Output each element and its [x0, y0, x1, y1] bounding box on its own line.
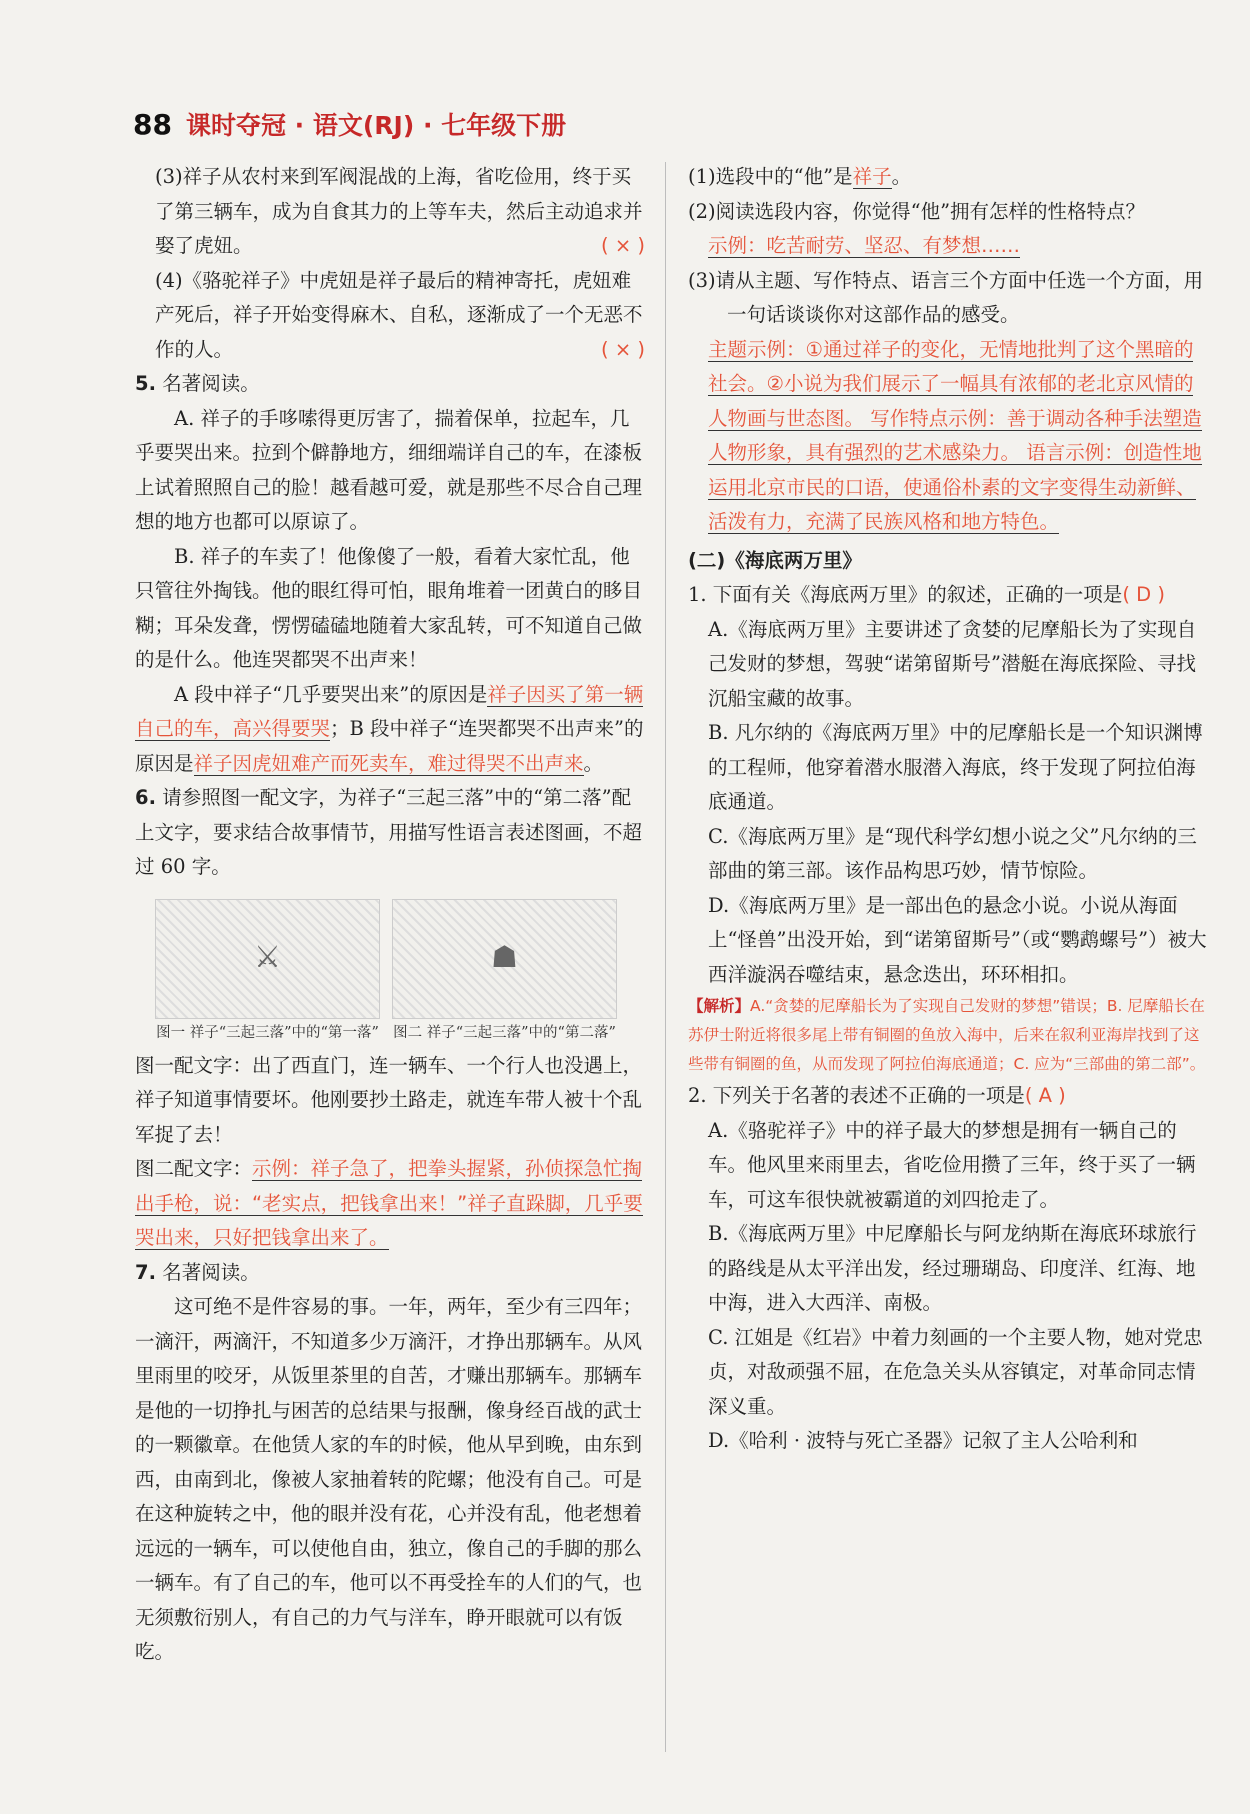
r1-option-c: C.《海底两万里》是“现代科学幻想小说之父”凡尔纳的三部曲的第三部。该作品构思巧妙，情节惊险。	[708, 824, 1197, 882]
figure-2	[392, 899, 617, 1043]
sub-q1-answer: 祥子	[852, 165, 892, 188]
r2-answer: ( A )	[1024, 1084, 1066, 1107]
q5-answer-a: 祥子因买了第一辆自己的车，高兴得要哭	[135, 682, 644, 740]
column-divider	[665, 162, 666, 1752]
right-column	[688, 160, 1208, 1459]
r1-option-d: D.《海底两万里》是一部出色的悬念小说。小说从海面上“怪兽”出没开始，到“诺第留斯号”（或“鹦鹉螺号”）被大西洋漩涡吞噬结束，悬念迭出，环环相扣。	[708, 893, 1207, 986]
figure-1	[155, 899, 380, 1043]
fig1-text: 图一配文字：出了西直门，连一辆车、一个行人也没遇上，祥子知道事情要坏。他刚要抄土路走，就连车带人被十个乱军捉了去！	[135, 1053, 643, 1146]
r1-option-a: A.《海底两万里》主要讲述了贪婪的尼摩船长为了实现自己发财的梦想，驾驶“诺第留斯号”潜艇在海底探险、寻找沉船宝藏的故事。	[708, 617, 1197, 710]
r1-answer: ( D )	[1122, 583, 1165, 606]
q6-title: 6. 请参照图一配文字，为祥子“三起三落”中的“第二落”配上文字，要求结合故事情节，用描写性语言表述图画，不超过 60 字。	[135, 786, 643, 878]
r2-option-b: B.《海底两万里》中尼摩船长与阿龙纳斯在海底环球旅行的路线是从太平洋出发，经过珊瑚岛、印度洋、红海、地中海，进入大西洋、南极。	[708, 1222, 1197, 1314]
sub-q3-answer: 主题示例：①通过祥子的变化，无情地批判了这个黑暗的社会。②小说为我们展示了一幅具有浓郁的老北京风情的人物画与世态图。 写作特点示例：善于调动各种手法塑造人物形象，具有强烈的艺术感染力。 语言示例：创造性地运用北京市民的口语，使通俗朴素的文字变得生动新鲜、活泼有力，充满了民族风格和地方特色。	[708, 337, 1202, 533]
q5-answer: A 段中祥子“几乎要哭出来”的原因是祥子因买了第一辆自己的车，高兴得要哭；B 段中祥子“连哭都哭不出声来”的原因是祥子因虎妞难产而死卖车，难过得哭不出声来。	[135, 682, 644, 775]
section-2-title: (二)《海底两万里》	[688, 548, 862, 572]
sub-q2: (2)阅读选段内容，你觉得“他”拥有怎样的性格特点？	[688, 199, 1146, 223]
r1-option-b: B. 凡尔纳的《海底两万里》中的尼摩船长是一个知识渊博的工程师，他穿着潜水服潜入海底，终于发现了阿拉伯海底通道。	[708, 721, 1203, 813]
mark-3: ( × )	[601, 234, 645, 257]
detective-illustration: ☗	[392, 899, 617, 1019]
q5-answer-b: 祥子因虎妞难产而死卖车，难过得哭不出声来	[193, 751, 584, 775]
figure-2-caption: 图二 祥子“三起三落”中的“第二落”	[393, 1024, 616, 1041]
r1-analysis: 【解析】A.“贪婪的尼摩船长为了实现自己发财的梦想”错误；B. 尼摩船长在苏伊士附近将很多尾上带有铜圈的鱼放入海中，后来在叙利亚海岸找到了这些带有铜圈的鱼，从而发现了阿拉伯海底通道；C. 应为“三部曲的第二部”。	[688, 997, 1206, 1073]
rickshaw-soldiers-illustration: ⚔	[155, 899, 380, 1019]
r1-question: 1. 下面有关《海底两万里》的叙述，正确的一项是( D )	[688, 583, 1165, 606]
r2-option-c: C. 江姐是《红岩》中着力刻画的一个主要人物，她对党忠贞，对敌顽强不屈，在危急关头从容镇定，对革命同志情深义重。	[708, 1325, 1203, 1418]
sub-q3: (3)请从主题、写作特点、语言三个方面中任选一个方面，用一句话谈谈你对这部作品的感受。	[688, 268, 1204, 326]
q5-passage-a: A. 祥子的手哆嗦得更厉害了，揣着保单，拉起车，几乎要哭出来。拉到个僻静地方，细细端详自己的车，在漆板上试着照照自己的脸！越看越可爱，就是那些不尽合自己理想的地方也都可以原谅了。	[135, 406, 643, 533]
page-number: 88	[133, 108, 172, 141]
fig2-text: 图二配文字：示例：祥子急了，把拳头握紧，孙侦探急忙掏出手枪，说：“老实点，把钱拿出来！”祥子直跺脚，几乎要哭出来，只好把钱拿出来了。	[135, 1157, 643, 1249]
q7-title: 7. 名著阅读。	[135, 1260, 260, 1284]
r2-option-d: D.《哈利 · 波特与死亡圣器》记叙了主人公哈利和	[708, 1429, 1138, 1452]
item-4: (4)《骆驼祥子》中虎妞是祥子最后的精神寄托，虎妞难产死后，祥子开始变得麻木、自私，逐渐成了一个无恶不作的人。 ( × )	[135, 264, 645, 368]
q7-passage: 这可绝不是件容易的事。一年，两年，至少有三四年；一滴汗，两滴汗，不知道多少万滴汗，才挣出那辆车。从风里雨里的咬牙，从饭里茶里的自苦，才赚出那辆车。那辆车是他的一切挣扎与困苦的总结果与报酬，像身经百战的武士的一颗徽章。在他赁人家的车的时候，他从早到晚，由东到西，由南到北，像被人家抽着转的陀螺；他没有自己。可是在这种旋转之中，他的眼并没有花，心并没有乱，他老想着远远的一辆车，可以使他自由，独立，像自己的手脚的那么一辆车。有了自己的车，他可以不再受拴车的人们的气，也无须敷衍别人，有自己的力气与洋车，睁开眼就可以有饭吃。	[135, 1295, 643, 1663]
q6-figures	[155, 899, 645, 1043]
q5-title: 5. 名著阅读。	[135, 372, 260, 395]
page-header	[133, 106, 566, 142]
fig2-answer: 示例：祥子急了，把拳头握紧，孙侦探急忙掏出手枪，说：“老实点，把钱拿出来！”祥子直跺脚，几乎要哭出来，只好把钱拿出来了。	[135, 1157, 643, 1249]
mark-4: ( × )	[601, 337, 645, 361]
sub-q1: (1)选段中的“他”是祥子。	[688, 165, 912, 188]
sub-q2-answer: 示例：吃苦耐劳、坚忍、有梦想……	[708, 234, 1021, 257]
r2-option-a: A.《骆驼祥子》中的祥子最大的梦想是拥有一辆自己的车。他风里来雨里去，省吃俭用攒了三年，终于买了一辆车，可这车很快就被霸道的刘四抢走了。	[708, 1118, 1196, 1211]
left-column	[135, 160, 645, 1670]
item-3: (3)祥子从农村来到军阀混战的上海，省吃俭用，终于买了第三辆车，成为自食其力的上等车夫，然后主动追求并娶了虎妞。 ( × )	[135, 160, 645, 264]
figure-1-caption: 图一 祥子“三起三落”中的“第一落”	[156, 1024, 379, 1041]
r2-question: 2. 下列关于名著的表述不正确的一项是( A )	[688, 1084, 1066, 1107]
q5-passage-b: B. 祥子的车卖了！他像傻了一般，看着大家忙乱，他只管往外掏钱。他的眼红得可怕，眼角堆着一团黄白的眵目糊；耳朵发聋，愣愣磕磕地随着大家乱转，可不知道自己做的是什么。他连哭都哭不出声来！	[135, 544, 643, 671]
book-title: 课时夺冠 · 语文(RJ) · 七年级下册	[185, 111, 567, 140]
